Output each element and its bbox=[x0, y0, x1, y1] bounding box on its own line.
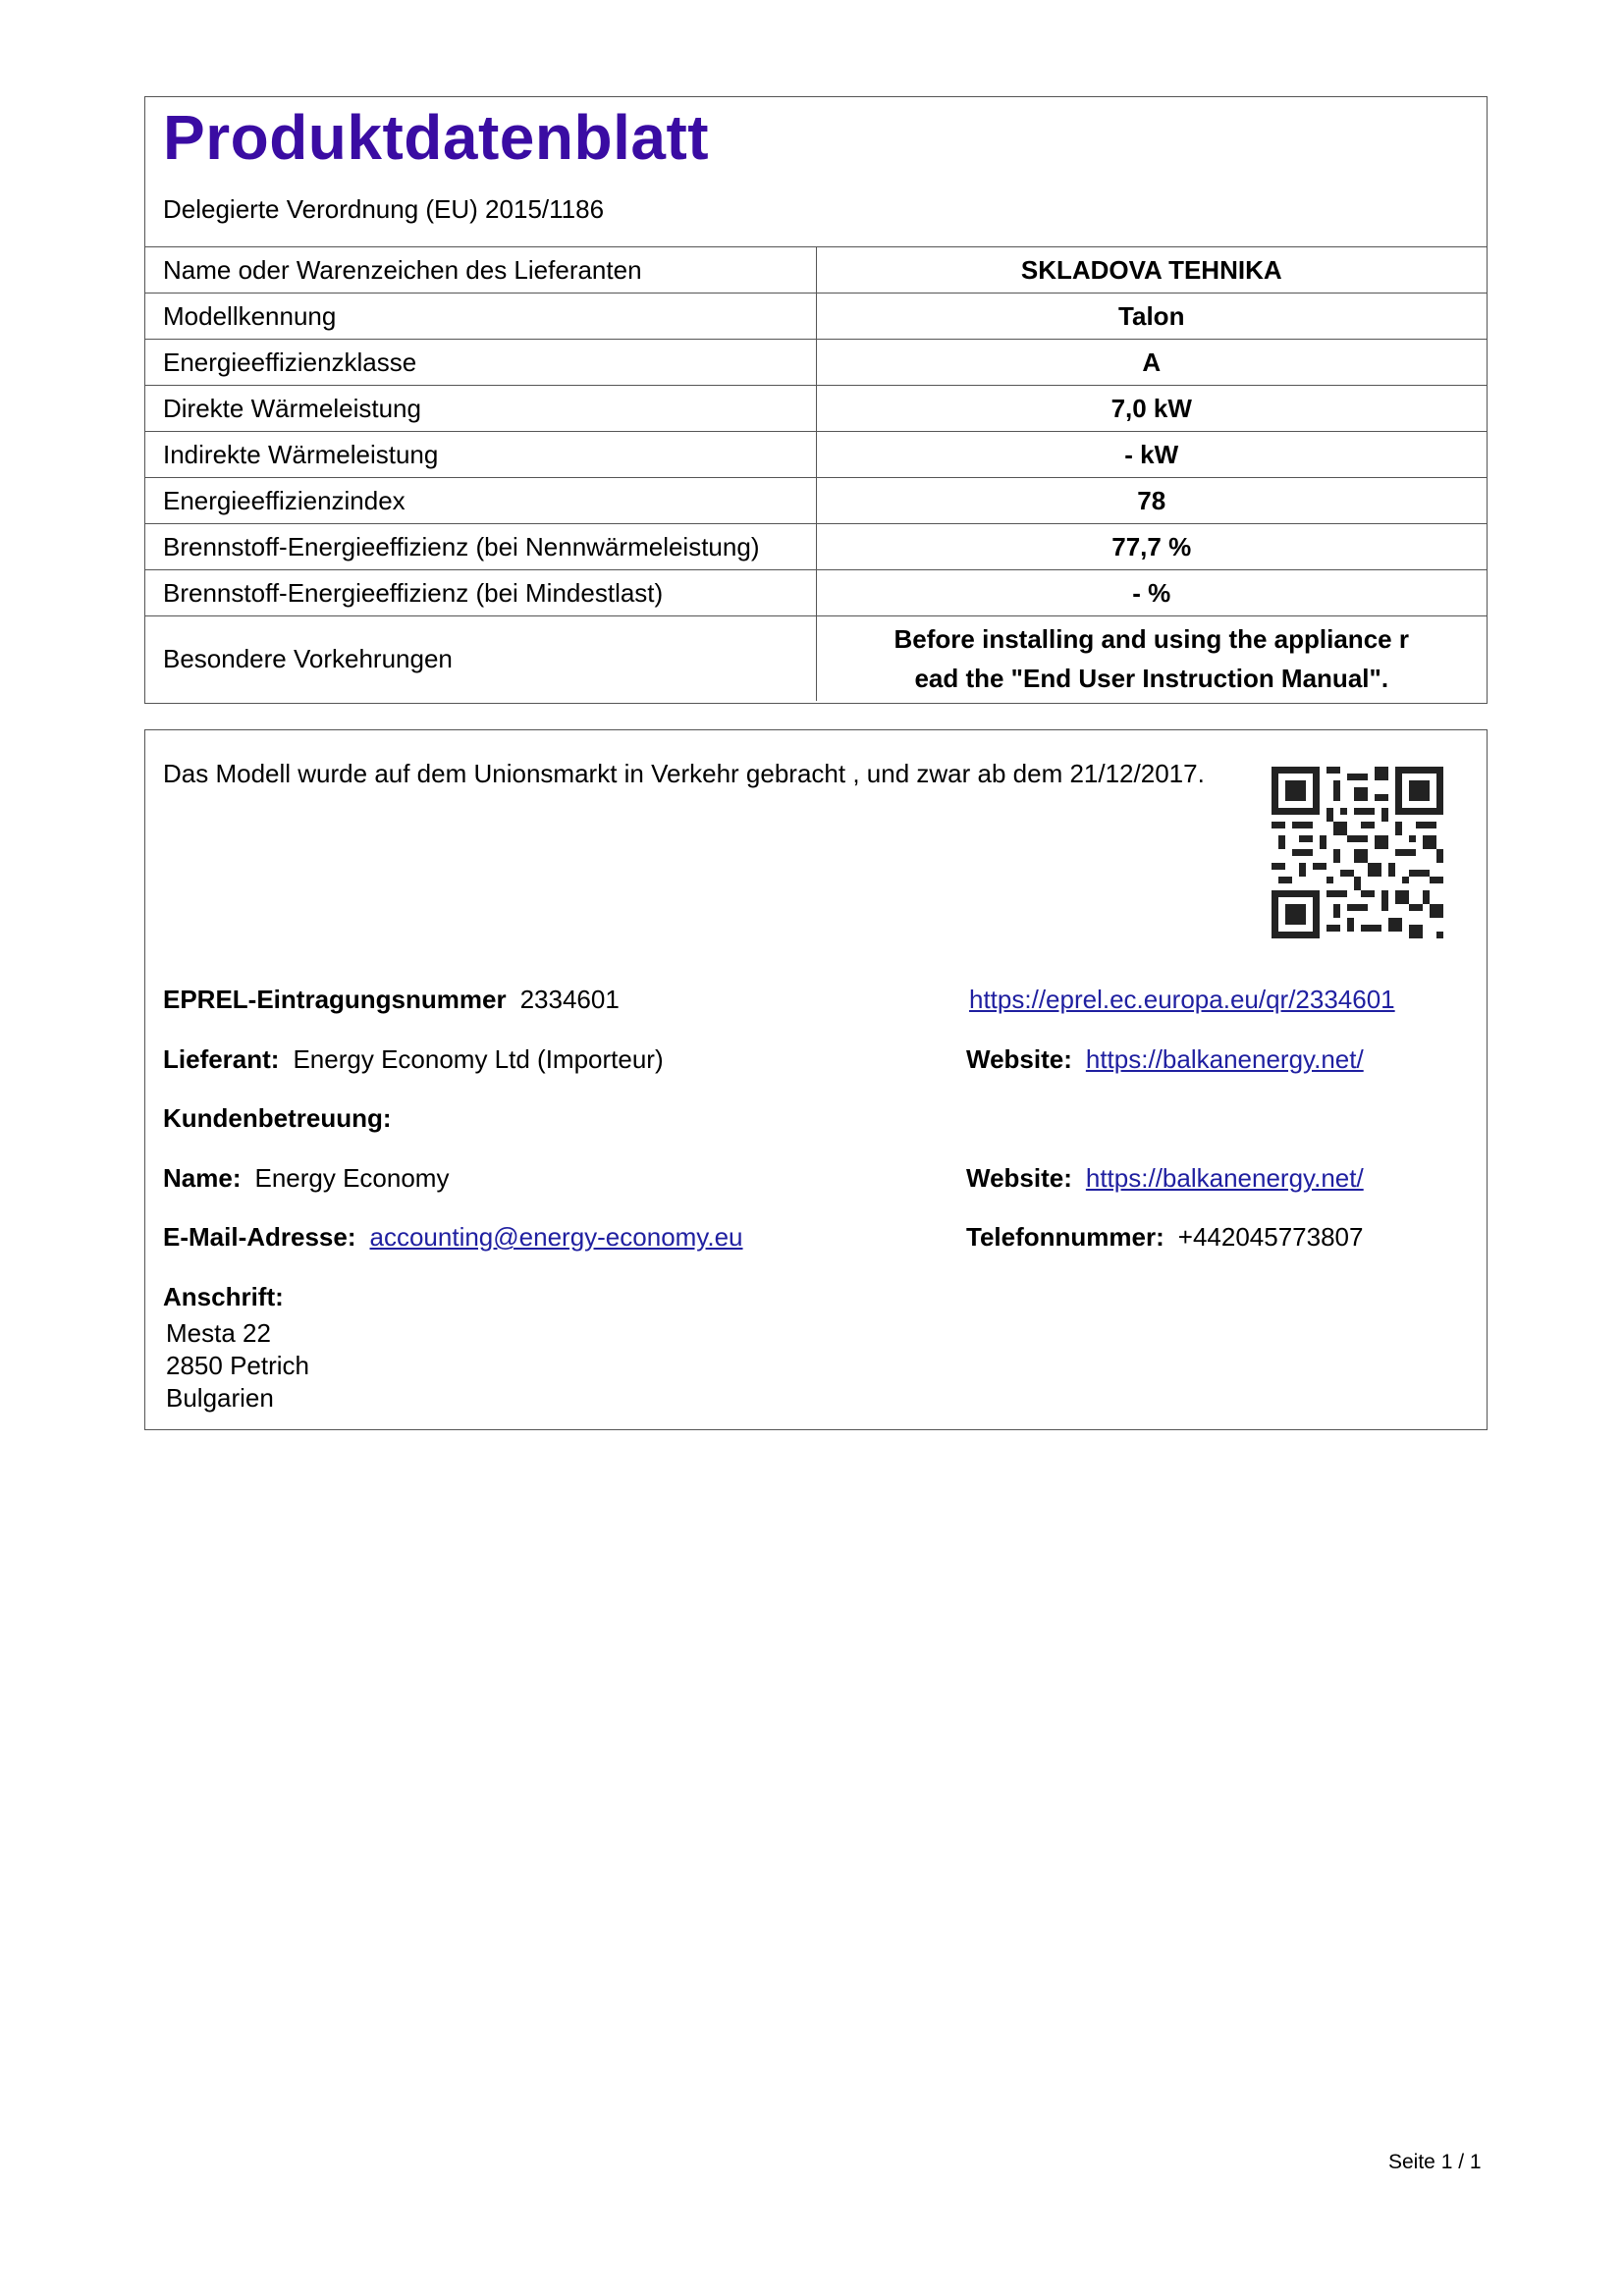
table-row bbox=[145, 340, 1487, 386]
website2-label: Website: bbox=[966, 1163, 1072, 1193]
eprel-label: EPREL-Eintragungsnummer bbox=[163, 985, 507, 1014]
email-link[interactable]: accounting@energy-economy.eu bbox=[369, 1222, 743, 1252]
row-value: 77,7 % bbox=[816, 524, 1487, 570]
website-label: Website: bbox=[966, 1044, 1072, 1074]
website-link[interactable]: https://balkanenergy.net/ bbox=[1085, 1044, 1364, 1074]
table-row bbox=[145, 570, 1487, 616]
row-label: Indirekte Wärmeleistung bbox=[145, 432, 816, 478]
eprel-number: 2334601 bbox=[519, 985, 620, 1014]
row-value: SKLADOVA TEHNIKA bbox=[816, 247, 1487, 294]
table-row bbox=[145, 247, 1487, 294]
eprel-link[interactable]: https://eprel.ec.europa.eu/qr/2334601 bbox=[969, 985, 1395, 1014]
page-number: Seite 1 / 1 bbox=[1388, 2151, 1482, 2173]
eprel-link-row bbox=[969, 985, 1395, 1015]
table-row bbox=[145, 386, 1487, 432]
address-line: Mesta 22 bbox=[166, 1318, 271, 1348]
row-value: - kW bbox=[816, 432, 1487, 478]
row-label: Energieeffizienzklasse bbox=[145, 340, 816, 386]
name-label: Name: bbox=[163, 1163, 242, 1193]
supplier-row bbox=[163, 1044, 664, 1075]
phone-value: +442045773807 bbox=[1177, 1222, 1364, 1252]
eprel-row bbox=[163, 985, 620, 1015]
phone-label: Telefonnummer: bbox=[966, 1222, 1164, 1252]
row-value bbox=[816, 616, 1487, 701]
supplier-label: Lieferant: bbox=[163, 1044, 280, 1074]
precautions-line-2: ead the "End User Instruction Manual". bbox=[914, 663, 1389, 693]
row-label: Brennstoff-Energieeffizienz (bei Mindestlast) bbox=[145, 570, 816, 616]
support-row bbox=[163, 1103, 406, 1134]
support-label: Kundenbetreuung: bbox=[163, 1103, 392, 1133]
table-row bbox=[145, 616, 1487, 701]
precautions-line-1: Before installing and using the appliance r bbox=[893, 623, 1409, 654]
table-row bbox=[145, 432, 1487, 478]
table-row bbox=[145, 478, 1487, 524]
address-line: 2850 Petrich bbox=[166, 1351, 309, 1380]
row-value: 78 bbox=[816, 478, 1487, 524]
page-title: Produktdatenblatt bbox=[163, 102, 710, 173]
address-row bbox=[163, 1282, 298, 1312]
website-row bbox=[966, 1044, 1364, 1075]
row-label: Besondere Vorkehrungen bbox=[145, 616, 816, 701]
product-data-box bbox=[144, 96, 1488, 704]
website2-row bbox=[966, 1163, 1364, 1194]
product-data-table bbox=[145, 246, 1487, 701]
regulation-subtitle: Delegierte Verordnung (EU) 2015/1186 bbox=[163, 194, 605, 224]
row-value: 7,0 kW bbox=[816, 386, 1487, 432]
phone-row bbox=[966, 1222, 1363, 1253]
email-row bbox=[163, 1222, 743, 1253]
row-label: Name oder Warenzeichen des Lieferanten bbox=[145, 247, 816, 294]
website2-link[interactable]: https://balkanenergy.net/ bbox=[1085, 1163, 1364, 1193]
address-line: Bulgarien bbox=[166, 1383, 274, 1413]
market-date-sentence: Das Modell wurde auf dem Unionsmarkt in Verkehr gebracht , und zwar ab dem 21/12/2017. bbox=[163, 759, 1205, 788]
address-block bbox=[166, 1317, 309, 1415]
email-label: E-Mail-Adresse: bbox=[163, 1222, 356, 1252]
table-row bbox=[145, 524, 1487, 570]
address-label: Anschrift: bbox=[163, 1282, 284, 1311]
row-label: Brennstoff-Energieeffizienz (bei Nennwärmeleistung) bbox=[145, 524, 816, 570]
row-value: - % bbox=[816, 570, 1487, 616]
row-label: Modellkennung bbox=[145, 294, 816, 340]
name-value: Energy Economy bbox=[254, 1163, 450, 1193]
row-label: Direkte Wärmeleistung bbox=[145, 386, 816, 432]
name-row bbox=[163, 1163, 449, 1194]
supplier-info-box bbox=[144, 729, 1488, 1430]
row-value: A bbox=[816, 340, 1487, 386]
row-label: Energieeffizienzindex bbox=[145, 478, 816, 524]
table-row bbox=[145, 294, 1487, 340]
row-value: Talon bbox=[816, 294, 1487, 340]
supplier-value: Energy Economy Ltd (Importeur) bbox=[293, 1044, 664, 1074]
qr-code-icon bbox=[1272, 767, 1443, 938]
